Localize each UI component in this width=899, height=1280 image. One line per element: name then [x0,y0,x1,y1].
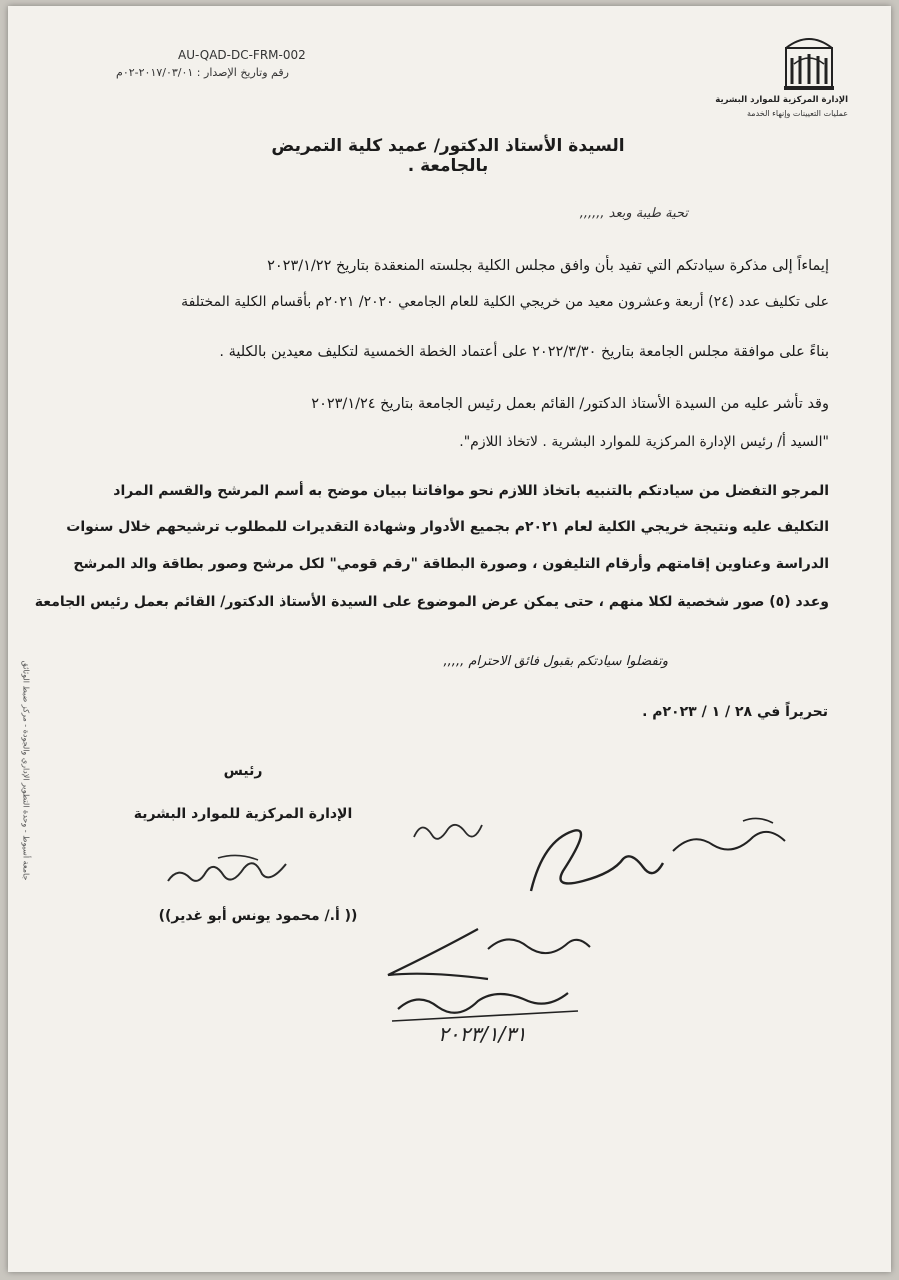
paragraph1-line1: إيماءاً إلى مذكرة سيادتكم التي تفيد بأن وافق مجلس الكلية بجلسته المنعقدة بتاريخ ٢٠٢٣/١/٢٢ [267,258,829,274]
form-code: AU-QAD-DC-FRM-002 [178,48,306,62]
handwritten-signature [523,811,793,901]
paragraph2-line1: وقد تأشر عليه من السيدة الأستاذ الدكتور/ القائم بعمل رئيس الجامعة بتاريخ ٢٠٢٣/١/٢٤ [311,396,829,412]
signatory-name: (( أ./ محمود يونس أبو غدير)) [158,908,358,924]
paragraph3-line2: التكليف عليه ونتيجة خريجي الكلية لعام ٢٠٢١م بجميع الأدوار وشهادة التقديرات للمطلوب ترشيحهم خلال سنوات [66,519,829,535]
document-page [8,6,891,1272]
logo-caption-1: الإدارة المركزية للموارد البشرية [715,95,848,105]
paragraph3-line4: وعدد (٥) صور شخصية لكلا منهم ، حتى يمكن عرض الموضوع على السيدة الأستاذ الدكتور/ القائم بعمل رئيس الجامعة [34,594,829,610]
greeting: تحية طيبة وبعد ,,,,,, [579,206,688,221]
issue-date: رقم وتاريخ الإصدار : ٢٠١٧/٠٣/٠١-٠٢م [116,66,289,79]
handwritten-note [408,811,488,851]
margin-note: جامعة أسيوط - وحدة التطوير الإداري والجودة - مركز ضبط الوثائق [21,660,31,881]
addressee: السيدة الأستاذ الدكتور/ عميد كلية التمريض بالجامعة . [271,136,625,176]
signatory-title: رئيس [223,763,263,779]
paragraph3-line3: الدراسة وعناوين إقامتهم وأرقام التليفون ، وصورة البطاقة "رقم قومي" لكل مرشح وصور بطاقة والد المرشح [73,556,829,572]
paragraph1-line3: بناءً على موافقة مجلس الجامعة بتاريخ ٢٠٢٢/٣/٣٠ على أعتماد الخطة الخمسية لتكليف معيدين بالكلية . [219,344,829,360]
university-logo-icon [780,34,838,92]
issue-date-line: تحريراً في ٢٨ / ١ / ٢٠٢٣م . [642,704,828,720]
paragraph1-line2: على تكليف عدد (٢٤) أربعة وعشرون معيد من خريجي الكلية للعام الجامعي ٢٠٢٠/ ٢٠٢١م بأقسام الكلية المختلفة [181,294,829,310]
handwritten-signature [378,921,598,1031]
logo-caption-2: عمليات التعيينات وإنهاء الخدمة [747,109,848,118]
handwritten-signature [158,846,298,896]
closing-salutation: وتفضلوا سيادتكم بقبول فائق الاحترام ,,,,, [443,654,668,669]
paragraph3-line1: المرجو التفضل من سيادتكم بالتنبيه باتخاذ اللازم نحو موافاتنا ببيان موضح به أسم المرشح والقسم المراد [113,483,829,499]
paragraph2-line2: "السيد أ/ رئيس الإدارة المركزية للموارد البشرية . لاتخاذ اللازم". [459,434,829,450]
handwritten-date: ٢٠٢٣/١/٣١ [438,1022,527,1046]
signatory-department: الإدارة المركزية للموارد البشرية [133,806,353,822]
